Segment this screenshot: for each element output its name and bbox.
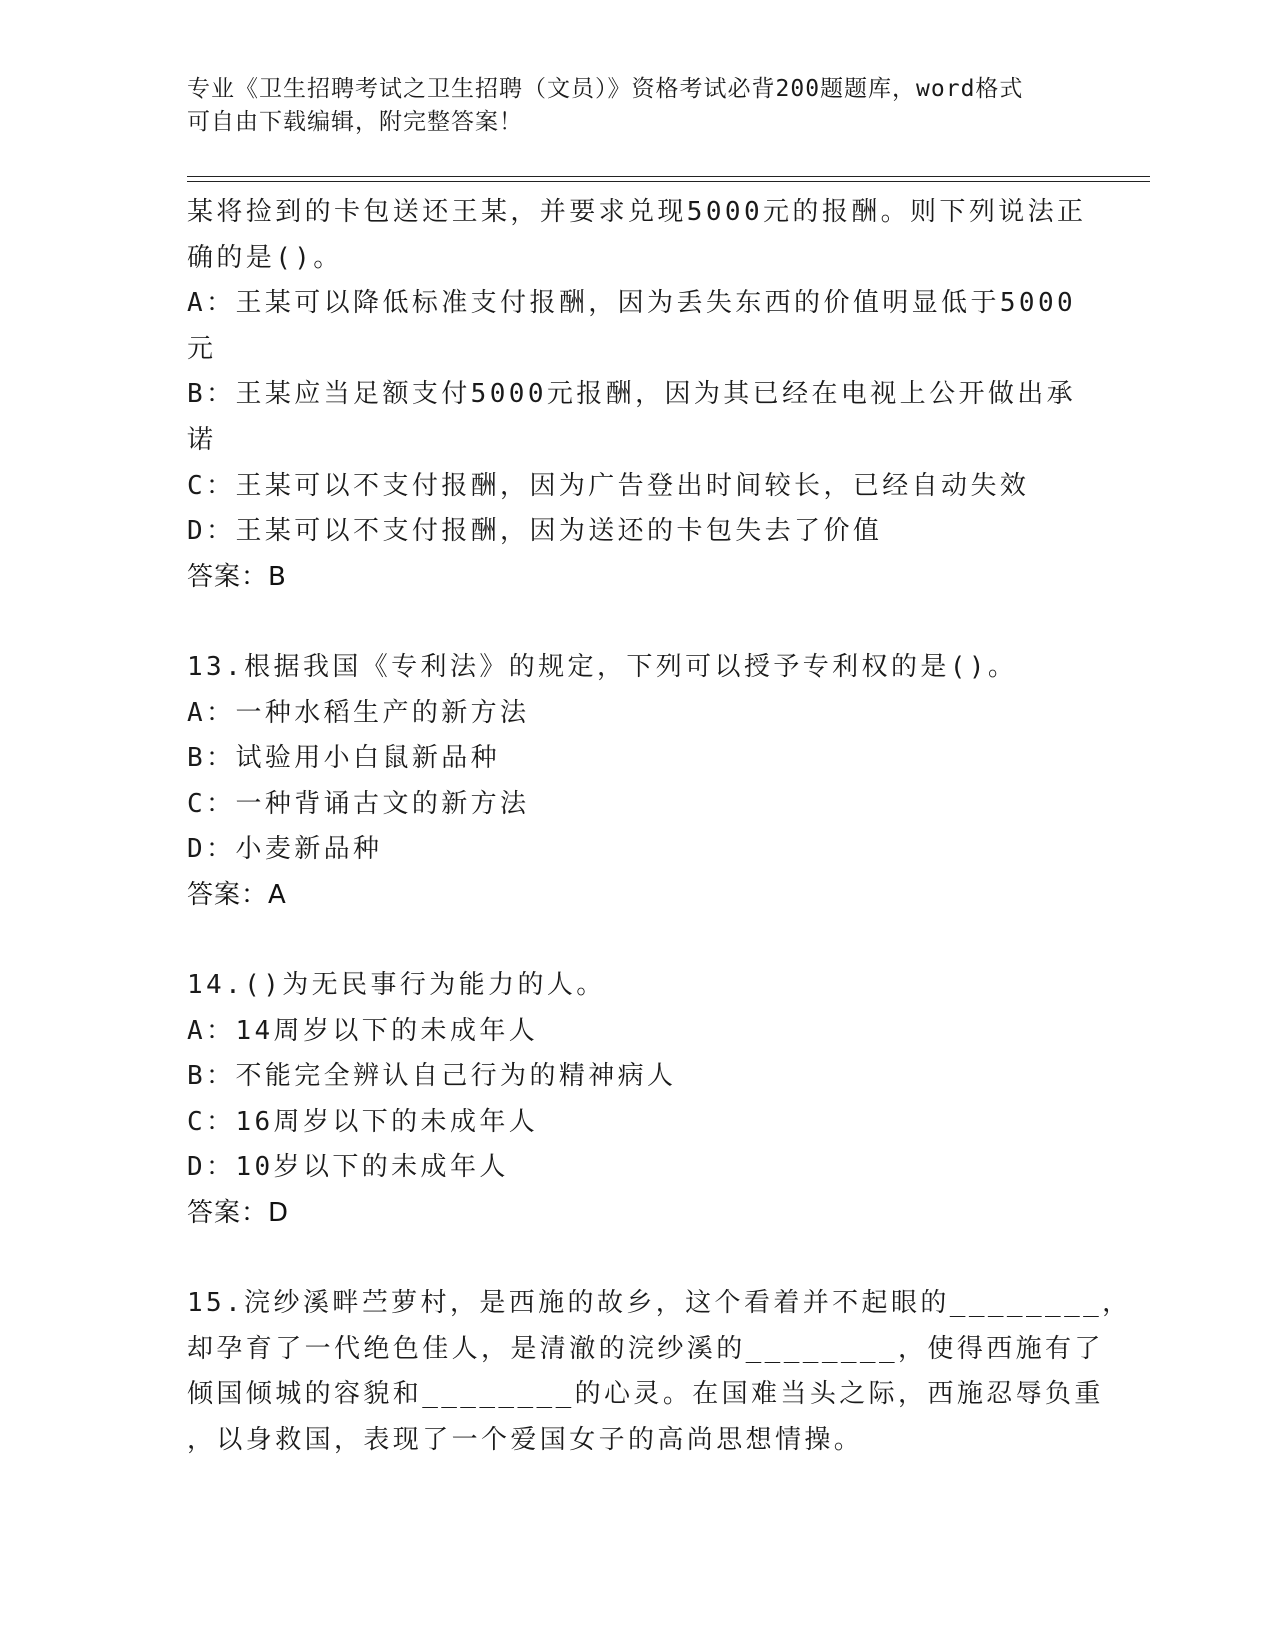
header-line-2: 可自由下载编辑，附完整答案！ [187,109,523,135]
question-list [187,190,1132,1464]
question-spacer [187,919,1087,964]
option-b: B：不能完全辨认自己行为的精神病人 [187,1061,677,1092]
question-spacer [187,600,1087,645]
option-b: B：王某应当足额支付5000元报酬，因为其已经在电视上公开做出承 [187,379,1077,410]
question-stem-line: ，以身救国，表现了一个爱国女子的高尚思想情操。 [187,1425,864,1456]
header-divider-top [187,176,1150,177]
answer-label: 答案：B [187,561,287,592]
header-divider-bottom [187,181,1150,182]
question-15 [187,1281,1132,1463]
question-stem: 14.()为无民事行为能力的人。 [187,970,606,1001]
question-stem-line: 15.浣纱溪畔苎萝村，是西施的故乡，这个看着并不起眼的________， [187,1288,1132,1319]
question-spacer [187,1237,1087,1282]
option-c: C：16周岁以下的未成年人 [187,1106,539,1137]
question-12 [187,190,1087,600]
question-14 [187,963,1087,1237]
option-d: D：王某可以不支付报酬，因为送还的卡包失去了价值 [187,516,883,547]
option-c: C：一种背诵古文的新方法 [187,788,530,819]
question-stem-line: 某将捡到的卡包送还王某，并要求兑现5000元的报酬。则下列说法正 [187,197,1087,227]
answer-label: 答案：A [187,879,287,910]
question-stem-line: 确的是()。 [187,242,343,273]
option-a: A：14周岁以下的未成年人 [187,1015,539,1046]
answer-label: 答案：D [187,1198,290,1229]
option-a: A：一种水稻生产的新方法 [187,697,530,728]
option-d: D：小麦新品种 [187,834,383,865]
question-stem-line: 倾国倾城的容貌和________的心灵。在国难当头之际，西施忍辱负重 [187,1379,1104,1410]
option-a-continued: 元 [187,333,217,364]
question-13 [187,645,1087,919]
question-stem: 13.根据我国《专利法》的规定，下列可以授予专利权的是()。 [187,651,1018,682]
option-c: C：王某可以不支付报酬，因为广告登出时间较长，已经自动失效 [187,470,1030,501]
question-stem-line: 却孕育了一代绝色佳人，是清澈的浣纱溪的________，使得西施有了 [187,1333,1104,1364]
option-a: A：王某可以降低标准支付报酬，因为丢失东西的价值明显低于5000 [187,288,1077,319]
option-b-continued: 诺 [187,424,217,455]
option-d: D：10岁以下的未成年人 [187,1152,509,1183]
header-line-1: 专业《卫生招聘考试之卫生招聘（文员）》资格考试必背200题题库，word格式 [187,76,1024,102]
option-b: B：试验用小白鼠新品种 [187,743,501,774]
document-header [187,73,1067,139]
